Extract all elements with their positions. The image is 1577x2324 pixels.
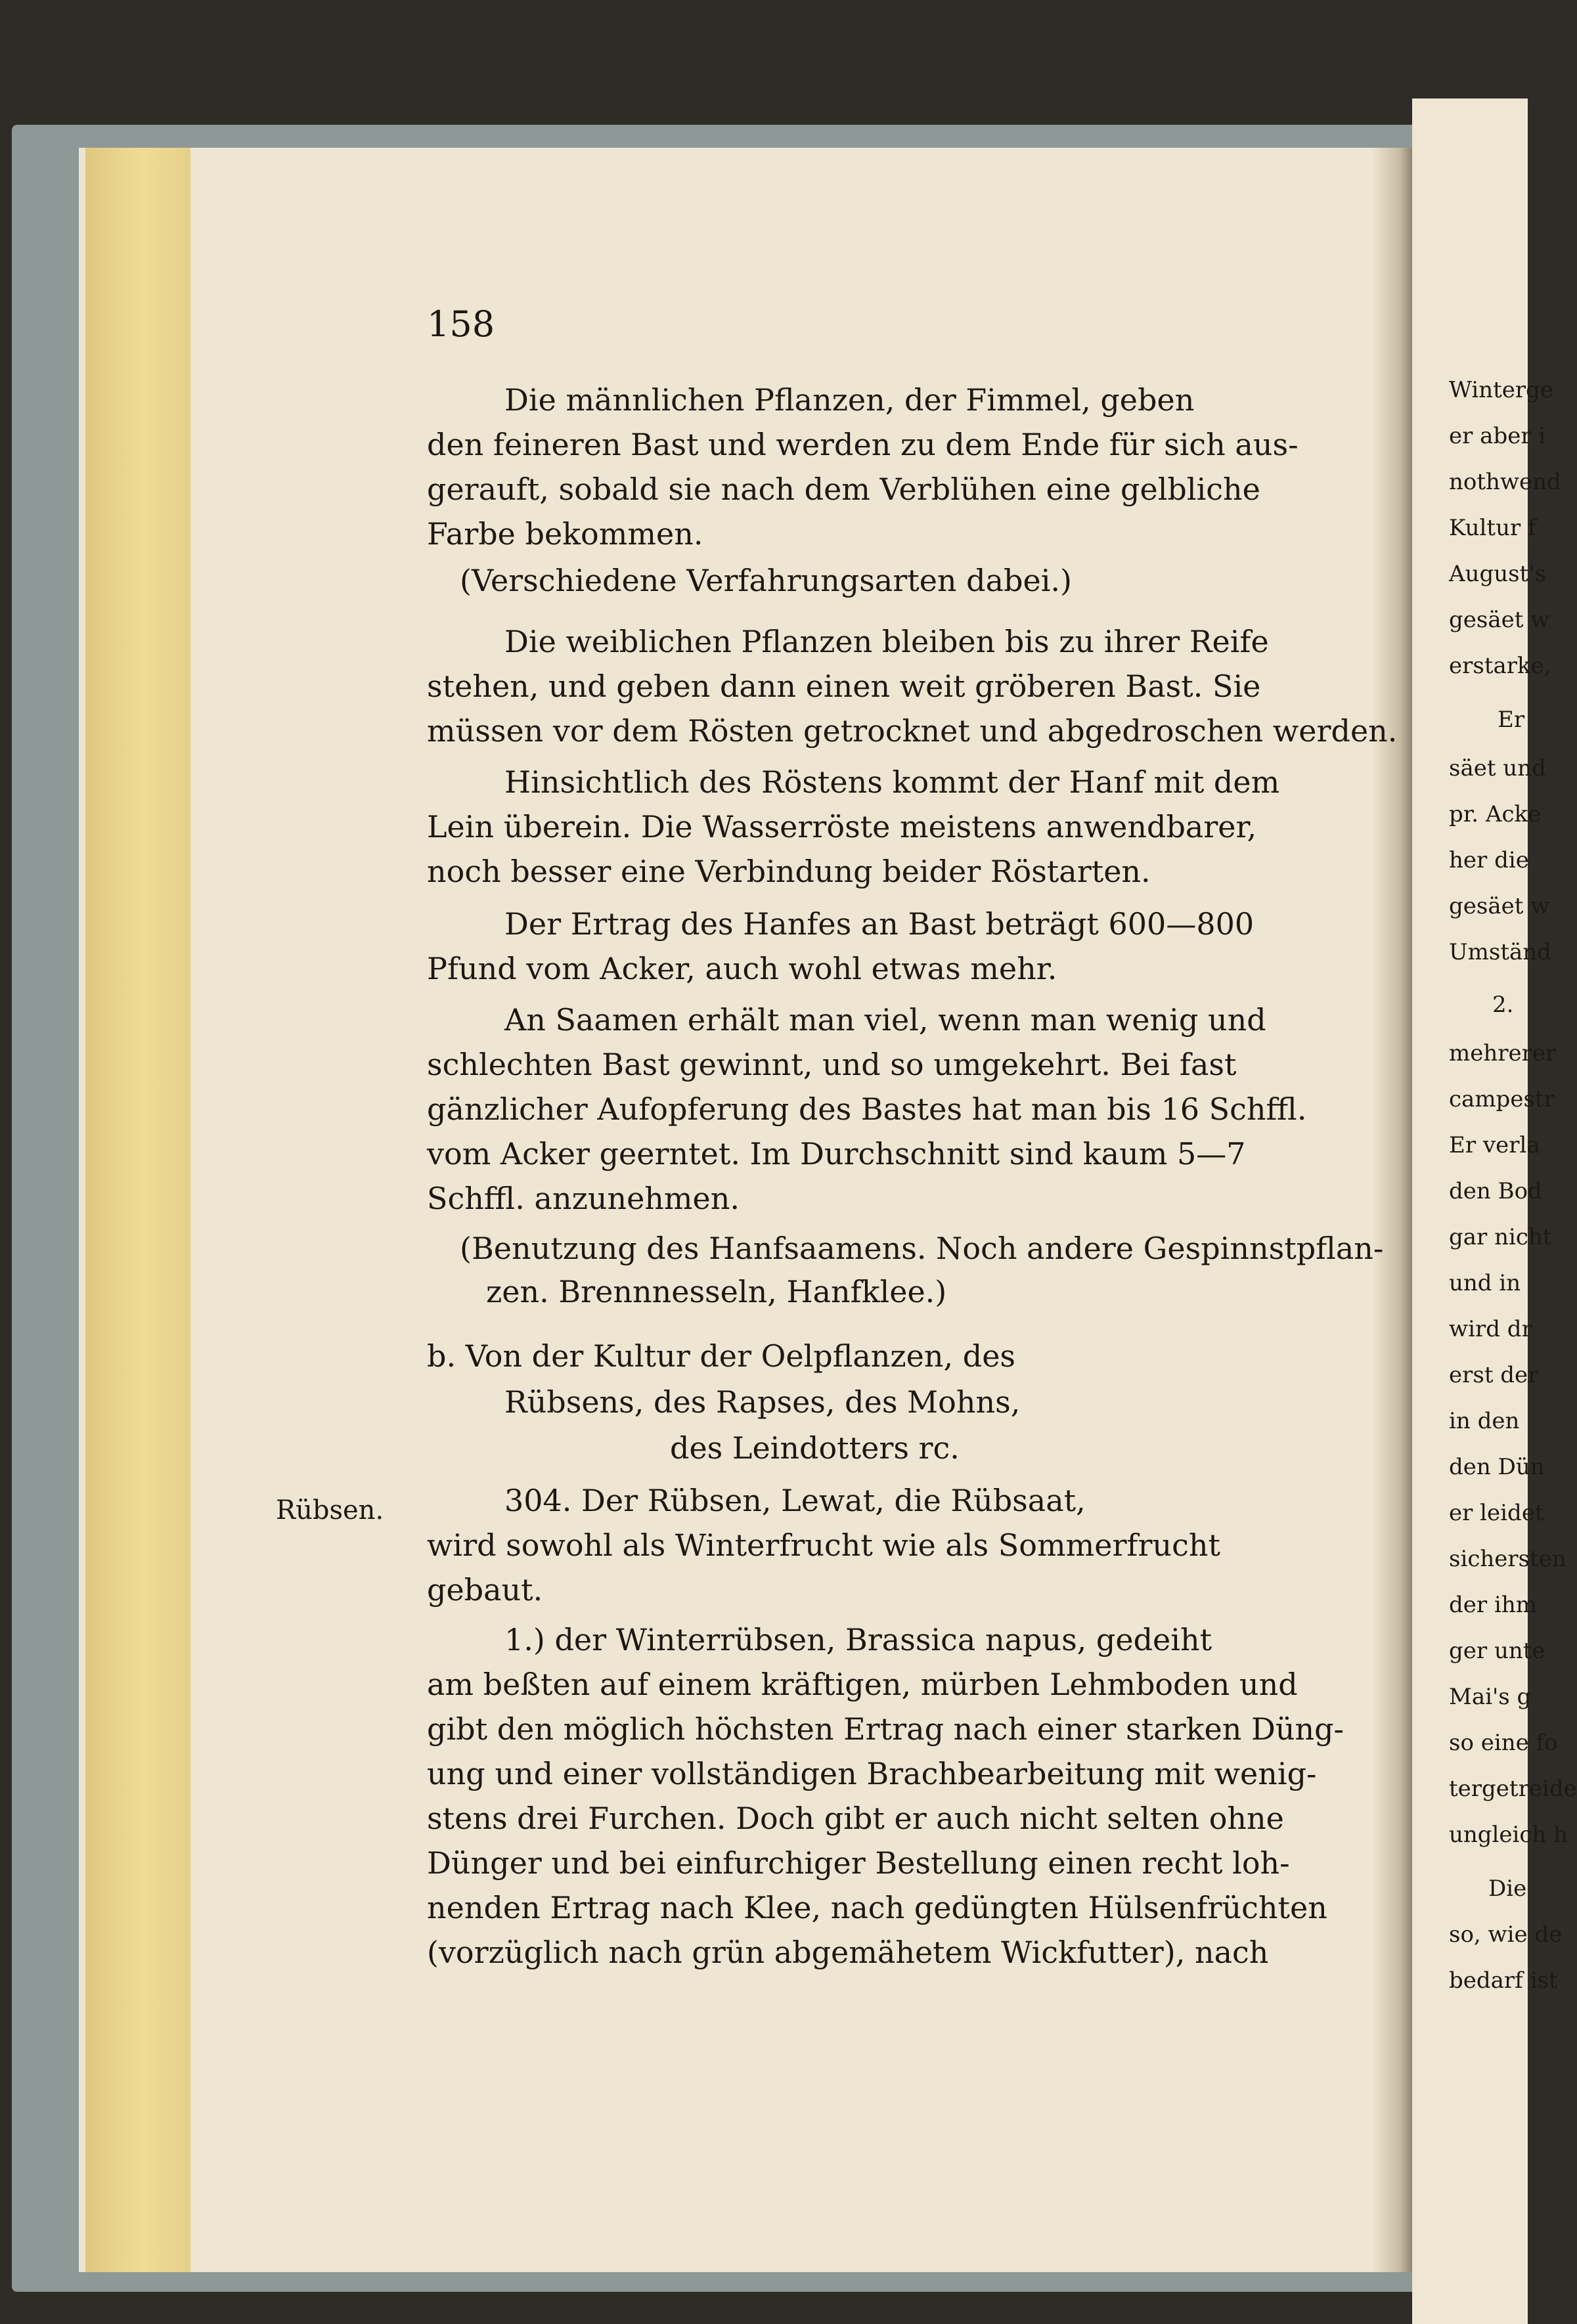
margin-note: Rübsen. — [276, 1495, 384, 1525]
text-line: Die männlichen Pflanzen, der Fimmel, geben — [504, 382, 1195, 418]
next-page-line: ger unte — [1449, 1638, 1545, 1664]
section-heading: b. Von der Kultur der Oelpflanzen, des — [427, 1338, 1016, 1374]
next-page-line: er leidet — [1449, 1500, 1544, 1526]
next-page-line: mehrerer — [1449, 1040, 1557, 1066]
text-line: noch besser eine Verbindung beider Röstarten. — [427, 854, 1151, 889]
next-page-line: den Dün — [1449, 1454, 1545, 1480]
text-line: zen. Brennnesseln, Hanfklee.) — [486, 1274, 947, 1309]
text-line: den feineren Bast und werden zu dem Ende für sich aus- — [427, 427, 1299, 462]
page-edge-gilt — [85, 148, 190, 2272]
next-page-line: und in — [1449, 1270, 1521, 1296]
page-number: 158 — [427, 303, 495, 345]
text-line: müssen vor dem Rösten getrocknet und abgedroschen werden. — [427, 713, 1398, 749]
text-line: gibt den möglich höchsten Ertrag nach einer starken Düng- — [427, 1711, 1344, 1747]
next-page-line: bedarf ist — [1449, 1967, 1558, 1994]
next-page-line: wird dr — [1449, 1316, 1532, 1342]
next-page-line: in den — [1449, 1408, 1520, 1434]
text-line: gänzlicher Aufopferung des Bastes hat man bis 16 Schffl. — [427, 1091, 1307, 1127]
next-page-line: pr. Acke — [1449, 801, 1542, 827]
next-page-line: Umständ — [1449, 939, 1551, 965]
next-page-line: gesäet w — [1449, 607, 1550, 633]
text-line: 304. Der Rübsen, Lewat, die Rübsaat, — [504, 1483, 1086, 1518]
text-line: ung und einer vollständigen Brachbearbeitung mit wenig- — [427, 1756, 1317, 1791]
text-line: Die weiblichen Pflanzen bleiben bis zu ihrer Reife — [504, 624, 1269, 659]
next-page-line: erst der — [1449, 1362, 1539, 1388]
next-page-line: ungleich h — [1449, 1822, 1568, 1848]
text-line: Hinsichtlich des Röstens kommt der Hanf mit dem — [504, 764, 1280, 800]
next-page-line: gar nicht — [1449, 1224, 1552, 1250]
text-line: wird sowohl als Winterfrucht wie als Sommerfrucht — [427, 1527, 1220, 1563]
text-line: An Saamen erhält man viel, wenn man wenig und — [504, 1002, 1266, 1038]
next-page-line: Kultur f — [1449, 515, 1536, 541]
text-line: gebaut. — [427, 1572, 543, 1608]
text-line: schlechten Bast gewinnt, und so umgekehrt. Bei fast — [427, 1047, 1237, 1082]
next-page-line: den Bod — [1449, 1178, 1542, 1204]
text-line: Der Ertrag des Hanfes an Bast beträgt 600—800 — [504, 906, 1255, 942]
next-page-line: erstarke, — [1449, 653, 1551, 679]
next-page-line: säet und — [1449, 755, 1546, 781]
next-page-line: August's — [1449, 561, 1547, 587]
next-page-line: Er verla — [1449, 1132, 1540, 1158]
text-line: (Benutzung des Hanfsaamens. Noch andere Gespinnstpflan- — [460, 1231, 1384, 1266]
section-heading: des Leindotters rc. — [670, 1430, 960, 1466]
text-line: Pfund vom Acker, auch wohl etwas mehr. — [427, 951, 1057, 986]
next-page-line: tergetreide — [1449, 1776, 1577, 1802]
next-page-line: so, wie de — [1449, 1921, 1563, 1948]
next-page-line: gesäet w — [1449, 893, 1550, 919]
text-line: stens drei Furchen. Doch gibt er auch nicht selten ohne — [427, 1801, 1284, 1836]
next-page-line: nothwend — [1449, 469, 1561, 495]
next-page-line: Er — [1498, 707, 1525, 733]
next-page-line: Winterge — [1449, 377, 1554, 403]
text-line: stehen, und geben dann einen weit gröberen Bast. Sie — [427, 669, 1261, 704]
page-gutter — [1371, 148, 1412, 2272]
next-page-line: er aber i — [1449, 423, 1546, 449]
next-page-line: so eine fo — [1449, 1730, 1558, 1756]
next-page-line: Die — [1488, 1875, 1527, 1902]
text-line: nenden Ertrag nach Klee, nach gedüngten Hülsenfrüchten — [427, 1890, 1327, 1925]
text-line: gerauft, sobald sie nach dem Verblühen eine gelbliche — [427, 471, 1260, 507]
next-page-line: campestr — [1449, 1086, 1555, 1112]
text-line: vom Acker geerntet. Im Durchschnitt sind kaum 5—7 — [427, 1136, 1246, 1172]
text-line: am beßten auf einem kräftigen, mürben Lehmboden und — [427, 1667, 1298, 1702]
next-page-line: der ihm — [1449, 1592, 1537, 1618]
text-line: (vorzüglich nach grün abgemähetem Wickfutter), nach — [427, 1935, 1269, 1970]
text-line: (Verschiedene Verfahrungsarten dabei.) — [460, 563, 1072, 598]
text-line: 1.) der Winterrübsen, Brassica napus, gedeiht — [504, 1622, 1212, 1657]
text-line: Farbe bekommen. — [427, 516, 703, 552]
next-page-line: 2. — [1492, 992, 1514, 1018]
text-line: Lein überein. Die Wasserröste meistens anwendbarer, — [427, 809, 1257, 844]
next-page-line: sichersten — [1449, 1546, 1566, 1572]
next-page-line: her die — [1449, 847, 1529, 873]
text-line: Dünger und bei einfurchiger Bestellung einen recht loh- — [427, 1845, 1290, 1881]
text-line: Schffl. anzunehmen. — [427, 1181, 740, 1216]
next-page-line: Mai's g — [1449, 1684, 1532, 1710]
section-heading: Rübsens, des Rapses, des Mohns, — [504, 1384, 1021, 1420]
